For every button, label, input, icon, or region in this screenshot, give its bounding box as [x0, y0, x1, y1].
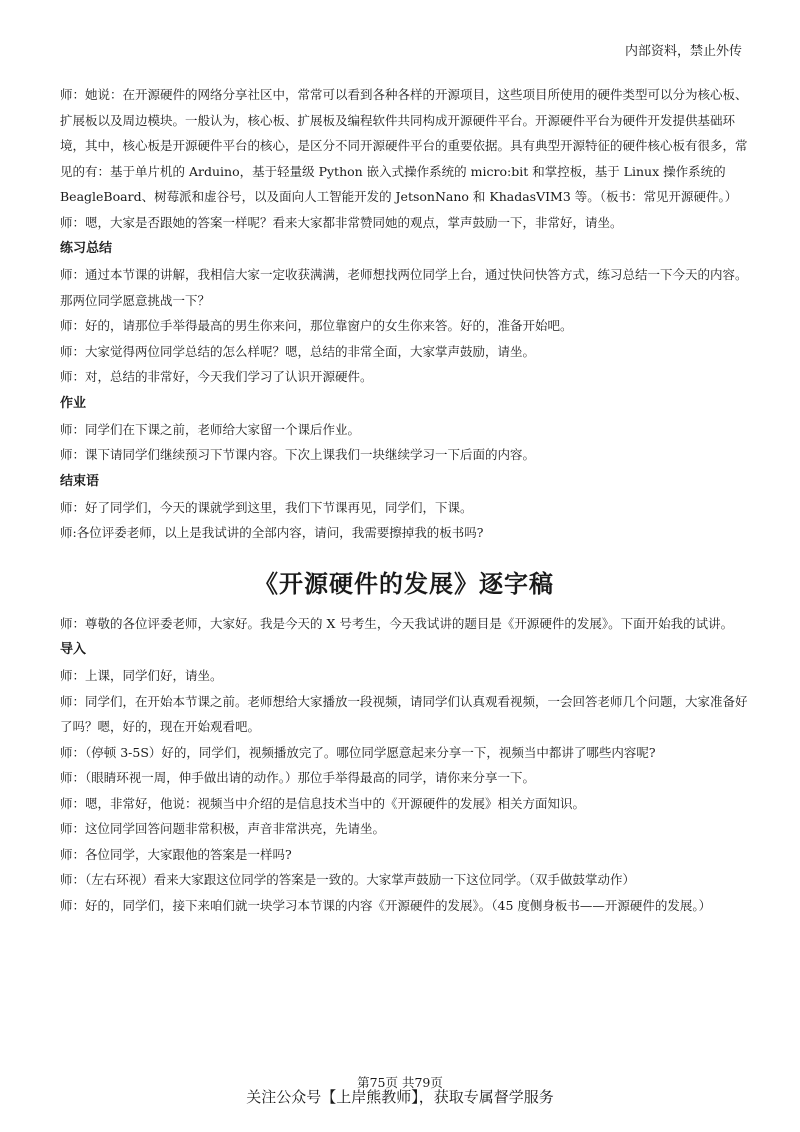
transcript-block-2 — [60, 611, 748, 919]
paragraph: 师：（眼睛环视一周，伸手做出请的动作。）那位手举得最高的同学，请你来分享一下。 — [60, 770, 536, 785]
paragraph: 师：（停顿 3-5S）好的，同学们，视频播放完了。哪位同学愿意起来分享一下，视频当中都讲了哪些内容呢? — [60, 744, 656, 760]
document-title: 《开源硬件的发展》逐字稿 — [254, 569, 554, 598]
paragraph: 师：课下请同学们继续预习下节课内容。下次上课我们一块继续学习一下后面的内容。 — [60, 447, 536, 462]
paragraph: 师：通过本节课的讲解，我相信大家一定收获满满，老师想找两位同学上台，通过快问快答方式，练习总结一下今天的内容。那两位同学愿意挑战一下？ — [60, 267, 748, 308]
paragraph: 师:各位评委老师，以上是我试讲的全部内容，请问，我需要擦掉我的板书吗? — [60, 525, 484, 540]
paragraph: 师：各位同学，大家跟他的答案是一样吗? — [60, 846, 292, 862]
paragraph: 师：同学们，在开始本节课之前。老师想给大家播放一段视频，请同学们认真观看视频，一会回答老师几个问题，大家准备好了吗？嗯，好的，现在开始观看吧。 — [60, 693, 748, 734]
paragraph: 师：对，总结的非常好，今天我们学习了认识开源硬件。 — [60, 369, 373, 384]
document-body — [60, 82, 748, 918]
paragraph: 师：这位同学回答问题非常积极，声音非常洪亮，先请坐。 — [60, 821, 386, 836]
transcript-block-1 — [60, 82, 748, 546]
paragraph: 师：尊敬的各位评委老师，大家好。我是今天的 X 号考生，今天我试讲的题目是《开源硬件的发展》。下面开始我的试讲。 — [60, 615, 734, 631]
page-number: 第75页 共79页 — [357, 1075, 443, 1090]
paragraph: 师：好了同学们，今天的课就学到这里，我们下节课再见，同学们，下课。 — [60, 499, 473, 515]
paragraph: 师：好的，请那位手举得最高的男生你来问，那位靠窗户的女生你来答。好的，准备开始吧。 — [60, 318, 573, 333]
paragraph: 师：她说：在开源硬件的网络分享社区中，常常可以看到各种各样的开源项目，这些项目所使用的硬件类型可以分为核心板、扩展板以及周边模块。一般认为，核心板、扩展板及编程软件共同构成开源硬件平台。开源硬件平台为硬件开发提供基础环境，其中，核心板是开源硬件平台的核心，是区分不同开源硬件平台的重要依据。具有典型开源特征的硬件核心板有很多，常见的有：基于单片机的 Arduino，基于轻量级 Python 嵌入式操作系统的 micro:bit 和掌控板，基于 Linux 操作系统的 BeagleBoard、树莓派和虚谷号，以及面向人工智能开发的 JetsonNano 和 KhadasVIM3 等。（板书：常见开源硬件。） — [60, 87, 748, 204]
paragraph: 师：大家觉得两位同学总结的怎么样呢？嗯，总结的非常全面，大家掌声鼓励，请坐。 — [60, 343, 536, 359]
footer-promo: 关注公众号【上岸熊教师】，获取专属督学服务 — [246, 1088, 554, 1106]
paragraph: 师：嗯，非常好，他说：视频当中介绍的是信息技术当中的《开源硬件的发展》相关方面知识。 — [60, 795, 586, 811]
paragraph: 师：好的，同学们，接下来咱们就一块学习本节课的内容《开源硬件的发展》。（45 度侧身板书——开源硬件的发展。） — [60, 897, 712, 913]
section-heading: 导入 — [60, 642, 87, 657]
paragraph: 师：上课，同学们好，请坐。 — [60, 668, 223, 683]
section-heading: 作业 — [60, 395, 87, 411]
section-heading: 练习总结 — [60, 241, 113, 256]
section-heading: 结束语 — [60, 473, 100, 489]
paragraph: 师：（左右环视）看来大家跟这位同学的答案是一致的。大家掌声鼓励一下这位同学。（双手做鼓掌动作） — [60, 872, 636, 887]
header-note: 内部资料，禁止外传 — [624, 44, 742, 59]
paragraph: 师：同学们在下课之前，老师给大家留一个课后作业。 — [60, 421, 361, 437]
paragraph: 师：嗯，大家是否跟她的答案一样呢？看来大家都非常赞同她的观点，掌声鼓励一下，非常好，请坐。 — [60, 214, 623, 230]
